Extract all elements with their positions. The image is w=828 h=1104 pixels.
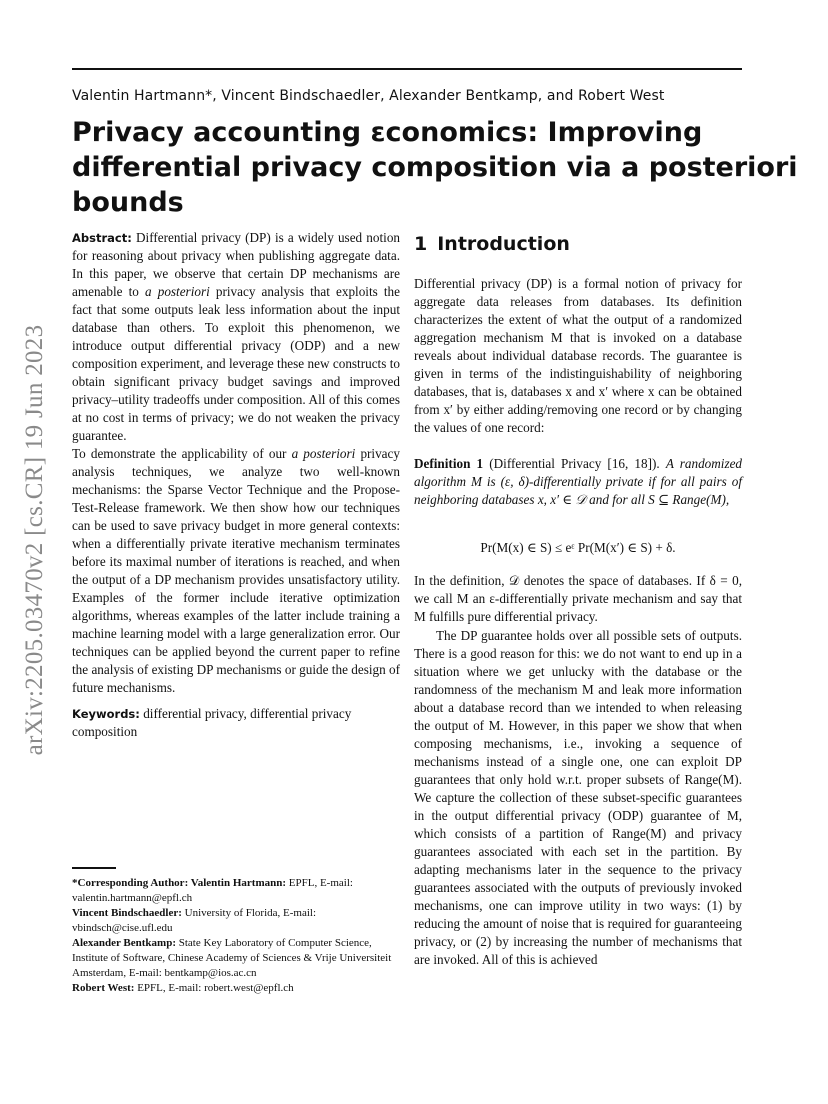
keywords-paragraph (72, 705, 400, 741)
footnote-item: Alexander Bentkamp: State Key Laboratory of Computer Science, Institute of Software, Chinese Academy of Sciences & Vrije Universiteit Amsterdam, E-mail: bentkamp@ios.ac.cn (72, 937, 392, 979)
intro-paragraph: Differential privacy (DP) is a formal notion of privacy for aggregate data releases from databases. Its definition characterizes the extent of what the output of a randomized aggregation mechanism M that is invoked on a database reveals about individual database records. The guarantee is given in terms of the indistinguishability of neighboring databases, that is, databases x and x′ where x can be obtained from x′ by either adding/removing one record or by changing the values of one record: (414, 276, 742, 435)
abstract-label: Abstract: (72, 231, 132, 245)
definition-body: A randomized algorithm M is (ε, δ)-differentially private if for all pairs of neighboring databases x, x′ ∈ 𝒟 and for all S ⊆ Range(M), (414, 456, 743, 507)
top-rule (72, 68, 742, 70)
title-line: differential privacy composition via a posteriori (72, 152, 798, 183)
author-list: Valentin Hartmann*, Vincent Bindschaedler, Alexander Bentkamp, and Robert West (72, 88, 665, 104)
section-title: Introduction (437, 233, 570, 255)
paper-title (72, 115, 798, 220)
section-number: 1 (414, 233, 428, 255)
footnote-rule (72, 867, 116, 869)
keywords-label: Keywords: (72, 707, 140, 721)
abstract-paragraph: To demonstrate the applicability of our a posteriori privacy analysis techniques, we analyze two well-known mechanisms: the Sparse Vector Technique and the Propose-Test-Release framework. We then show how our techniques can be used to save privacy budget in more general contexts: when a differentially private iterative mechanism terminates before its maximal number of iterations is reached, and when the output of a DP mechanism provides unsatisfactory utility. Examples of the former include iterative optimization algorithms, whereas examples of the latter include training a machine learning model with a large generalization error. Our techniques can be applied beyond the current paper to refine the analysis of existing DP mechanisms or guide the design of future mechanisms. (72, 446, 400, 695)
definition-ref: (Differential Privacy [16, 18]). (489, 456, 660, 471)
footnote-item: Vincent Bindschaedler: University of Florida, E-mail: vbindsch@cise.ufl.edu (72, 907, 317, 934)
author-footnotes (72, 876, 402, 996)
title-line: Privacy accounting εconomics: Improving (72, 117, 703, 148)
left-column (72, 229, 400, 741)
abstract-paragraph: Abstract: Differential privacy (DP) is a widely used notion for reasoning about privacy when publishing aggregate data. In this paper, we observe that certain DP mechanisms are amenable to a posteriori privacy analysis that exploits the fact that some outputs leak less information about the input database than others. To exploit this phenomenon, we introduce output differential privacy (ODP) and a new composition experiment, and leverage these new constructs to obtain significant privacy budget savings and improved privacy–utility tradeoffs under composition. All of this comes at no cost in terms of privacy; we do not weaken the privacy guarantee. (72, 230, 401, 443)
intro-paragraph: The DP guarantee holds over all possible sets of outputs. There is a good reason for this: we do not want to end up in a situation where we get unlucky with the database or the randomness of the mechanism M and leak more information about a database record than we intended to when releasing the output of M. However, in this paper we show that when composing mechanisms, i.e., invoking a sequence of mechanisms instead of a single one, one can exploit DP guarantees that only hold w.r.t. proper subsets of Range(M). We capture the collection of these subset-specific guarantees in the output differential privacy (ODP) guarantee of M, which consists of a partition of Range(M) and privacy guarantees associated with each set in the partition. By adapting mechanisms later in the sequence to the privacy guarantees associated with the outputs of previously invoked mechanisms, one can improve utility in two ways: (1) by reducing the amount of noise that is required for guaranteeing privacy, or (2) by increasing the number of mechanisms that are invoked. All of this is achieved (414, 628, 742, 967)
footnote-item: *Corresponding Author: Valentin Hartmann: EPFL, E-mail: valentin.hartmann@epfl.ch (72, 877, 353, 904)
definition-block (414, 455, 742, 509)
title-line: bounds (72, 187, 184, 218)
section-heading (414, 233, 580, 255)
arxiv-watermark (10, 300, 60, 780)
definition-title: Definition 1 (414, 456, 484, 471)
arxiv-id: arXiv:2205.03470v2 [cs.CR] 19 Jun 2023 (21, 324, 48, 756)
keywords-text: differential privacy, differential privacy composition (72, 706, 352, 739)
intro-paragraph: In the definition, 𝒟 denotes the space of databases. If δ = 0, we call M an ε-differentially private mechanism and say that M fulfills pure differential privacy. (414, 573, 742, 624)
dp-formula: Pr(M(x) ∈ S) ≤ eᵋ Pr(M(x′) ∈ S) + δ. (480, 540, 676, 555)
footnote-item: Robert West: EPFL, E-mail: robert.west@epfl.ch (72, 982, 294, 994)
